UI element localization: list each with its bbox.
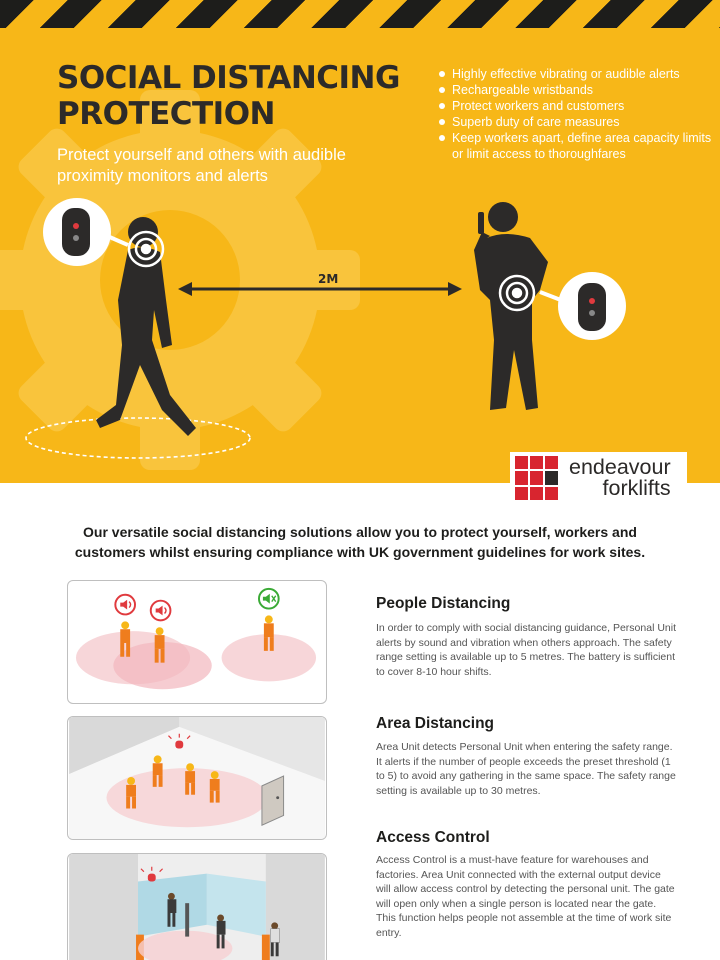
access-control-illustration [67, 853, 327, 960]
feature-item: Protect workers and customers [437, 98, 712, 114]
people-distancing-illustration [67, 580, 327, 704]
feature-item: Rechargeable wristbands [437, 82, 712, 98]
feature-item: Superb duty of care measures [437, 114, 712, 130]
logo-line-1: endeavour [569, 455, 671, 479]
speaker-alert-icon [151, 601, 171, 621]
section-title-access: Access Control [376, 829, 490, 846]
brand-logo [510, 452, 687, 504]
section-title-people: People Distancing [376, 595, 511, 612]
feature-item: Keep workers apart, define area capacity limits or limit access to thoroughfares [437, 130, 712, 162]
hero-title: SOCIAL DISTANCING PROTECTION [57, 60, 400, 132]
logo-line-2: forklifts [602, 476, 671, 500]
wearable-device-icon [540, 272, 626, 340]
logo-mark-icon [515, 456, 559, 500]
section-body-area: Area Unit detects Personal Unit when entering the safety range. It alerts if the number of people exceeds the preset threshold (1 to 5) to avoid any gathering in the same space. The safety range setting is available up to 30 metres. [376, 741, 676, 797]
hero-subtitle: Protect yourself and others with audible proximity monitors and alerts [57, 146, 346, 185]
distance-label: 2M [318, 272, 339, 286]
speaker-alert-icon [115, 595, 135, 615]
range-ellipse [26, 418, 250, 458]
standing-person-icon [474, 202, 548, 410]
section-body-people: In order to comply with social distancing guidance, Personal Unit alerts by sound and vibration when others approach. The safety range setting is available up to 5 metres. The battery is sufficient to cover 8-10 hour shifts. [376, 622, 676, 678]
wearable-device-icon [43, 198, 128, 266]
gate-icon [185, 903, 189, 936]
feature-item: Highly effective vibrating or audible alerts [437, 66, 712, 82]
section-title-area: Area Distancing [376, 715, 495, 732]
section-body-access: Access Control is a must-have feature for warehouses and factories. Area Unit connected with the external output device will allow access control by detecting the personal unit. The gate will open only when a single person is located near the gate. This function helps people not assemble at the time of work site entry. [376, 854, 675, 939]
speaker-muted-icon [259, 589, 279, 609]
logo-wordmark [569, 457, 671, 499]
intro-text: Our versatile social distancing solutions allow you to protect yourself, workers and customers whilst ensuring compliance with UK government guidelines for work sites. [74, 524, 646, 560]
area-distancing-illustration [67, 716, 327, 840]
